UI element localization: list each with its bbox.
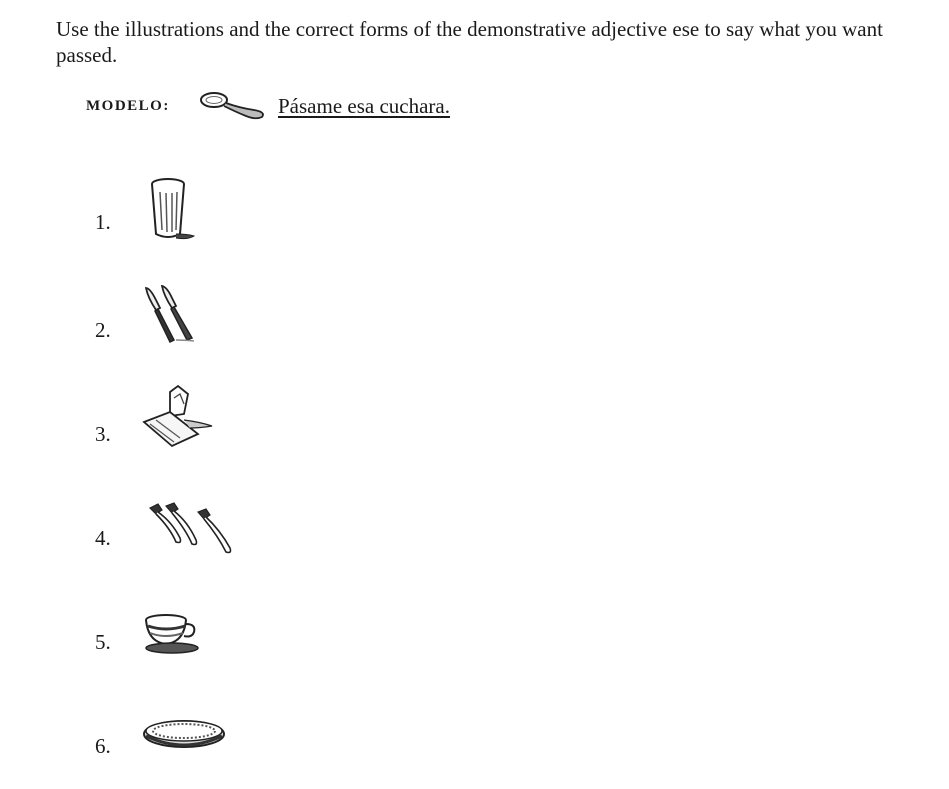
item-number: 5. xyxy=(95,630,111,654)
cup-icon xyxy=(142,612,204,656)
plate-icon xyxy=(142,712,228,752)
napkins-icon xyxy=(140,384,216,448)
modelo-label: MODELO: xyxy=(86,98,170,114)
item-number: 1. xyxy=(95,210,111,234)
item-number: 2. xyxy=(95,318,111,342)
item-number: 6. xyxy=(95,734,111,758)
knives-icon xyxy=(140,284,206,346)
spoon-icon xyxy=(196,88,268,122)
item-number: 3. xyxy=(95,422,111,446)
modelo-answer: Pásame esa cuchara. xyxy=(278,94,450,118)
glass-icon xyxy=(146,176,198,242)
forks-icon xyxy=(146,500,238,556)
instructions-text: Use the illustrations and the correct forms of the demonstrative adjective ese to say what you want passed. xyxy=(56,17,883,67)
item-number: 4. xyxy=(95,526,111,550)
